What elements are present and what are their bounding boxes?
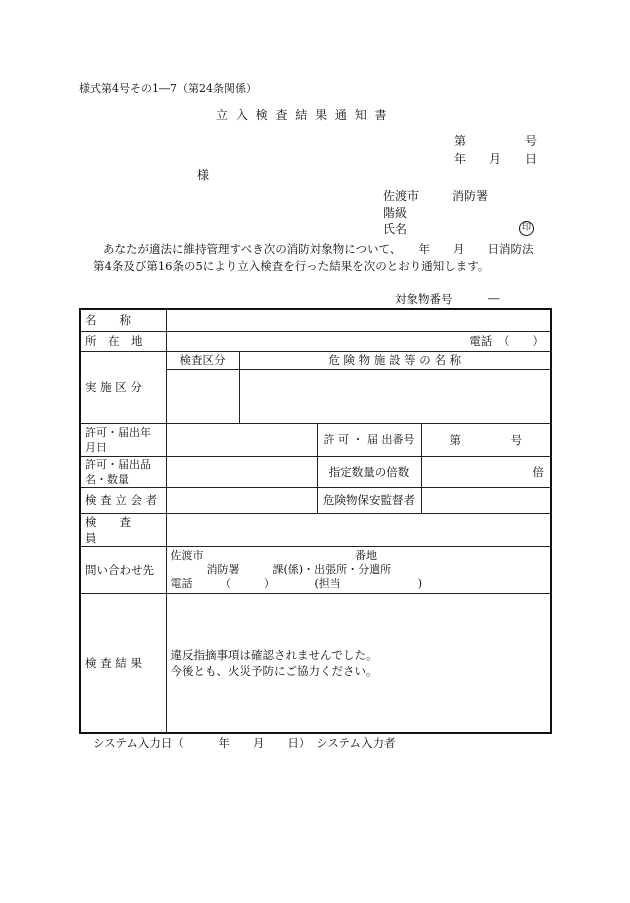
multiple-value[interactable]: 倍 bbox=[421, 456, 551, 487]
category-label: 実 施 区 分 bbox=[80, 351, 166, 423]
date-year: 年 bbox=[454, 152, 467, 166]
body-line-2: 第4条及び第16条の5により立入検査を行った結果を次のとおり通知します。 bbox=[93, 259, 490, 273]
row-witness bbox=[80, 487, 551, 513]
facility-name-label: 危 険 物 施 設 等 の 名 称 bbox=[239, 351, 551, 369]
contact-address-suffix: 番地 bbox=[355, 548, 377, 562]
row-contact bbox=[80, 546, 551, 593]
inspection-type-label: 検査区分 bbox=[166, 351, 239, 369]
permit-number-value[interactable] bbox=[421, 423, 551, 456]
result-line-1: 違反指摘事項は確認されませんでした。 bbox=[170, 647, 378, 662]
permit-number-label: 許 可 ・ 届 出番号 bbox=[317, 423, 421, 456]
sender-name-label: 氏名 bbox=[383, 222, 408, 236]
result-line-2: 今後とも、火災予防にご協力ください。 bbox=[170, 663, 378, 678]
contact-line-1 bbox=[171, 549, 547, 563]
supervisor-value[interactable] bbox=[421, 487, 551, 513]
number-suffix: 号 bbox=[525, 134, 538, 148]
row-category-header bbox=[80, 351, 551, 369]
date-month: 月 bbox=[489, 152, 502, 166]
inspector-value[interactable] bbox=[166, 513, 551, 546]
body-line-1: あなたが適法に維持管理すべき次の消防対象物について、 年 月 日消防法 bbox=[103, 242, 534, 256]
seal-mark bbox=[519, 219, 534, 236]
contact-city: 佐渡市 bbox=[170, 548, 204, 562]
result-label: 検 査 結 果 bbox=[80, 593, 166, 733]
contact-line-2: 消防署 課(係)・出張所・分遣所 bbox=[206, 562, 392, 576]
contact-phone: 電話 （ ） bbox=[170, 576, 275, 590]
sender-rank-label: 階級 bbox=[383, 206, 408, 220]
name-value[interactable] bbox=[166, 309, 551, 331]
system-input-footer: システム入力日（ 年 月 日） システム入力者 bbox=[93, 736, 396, 750]
document-title: 立 入 検 査 結 果 通 知 書 bbox=[216, 108, 389, 122]
permit-date-label: 許可・届出年月日 bbox=[80, 423, 166, 456]
inspection-form-table bbox=[79, 308, 552, 734]
sender-station: 消防署 bbox=[452, 189, 489, 203]
phone-field[interactable]: 電話 （ ） bbox=[166, 331, 551, 351]
date-day: 日 bbox=[525, 152, 538, 166]
number-prefix: 第 bbox=[454, 134, 467, 148]
items-label: 許可・届出品名・数量 bbox=[80, 456, 166, 487]
seal-icon: 印 bbox=[519, 221, 534, 236]
multiple-label: 指定数量の倍数 bbox=[317, 456, 421, 487]
supervisor-label: 危険物保安監督者 bbox=[317, 487, 421, 513]
witness-label: 検 査 立 会 者 bbox=[80, 487, 166, 513]
row-items bbox=[80, 456, 551, 487]
form-code: 様式第4号その1―7（第24条関係） bbox=[79, 82, 257, 95]
permit-number-prefix: 第 bbox=[449, 432, 461, 447]
items-value[interactable] bbox=[166, 456, 317, 487]
contact-line-3 bbox=[171, 577, 547, 591]
witness-value[interactable] bbox=[166, 487, 317, 513]
row-permit bbox=[80, 423, 551, 456]
permit-date-value[interactable] bbox=[166, 423, 317, 456]
facility-name-value[interactable] bbox=[239, 369, 551, 423]
row-result bbox=[80, 593, 551, 733]
name-label: 名 称 bbox=[80, 309, 166, 331]
addressee-suffix: 様 bbox=[197, 168, 210, 182]
permit-number-suffix: 号 bbox=[510, 432, 523, 447]
object-number-label: 対象物番号 bbox=[395, 292, 453, 306]
contact-person: (担当 ) bbox=[314, 576, 423, 590]
address-label: 所 在 地 bbox=[80, 331, 166, 351]
row-inspector bbox=[80, 513, 551, 546]
contact-value bbox=[166, 546, 551, 593]
row-address bbox=[80, 331, 551, 351]
sender-city: 佐渡市 bbox=[383, 189, 420, 203]
inspection-type-value[interactable] bbox=[166, 369, 239, 423]
row-name bbox=[80, 309, 551, 331]
inspector-label: 検 査 員 bbox=[80, 513, 166, 546]
object-number-dash: ― bbox=[488, 291, 500, 305]
result-value[interactable] bbox=[166, 593, 551, 733]
contact-label: 問い合わせ先 bbox=[80, 546, 166, 593]
